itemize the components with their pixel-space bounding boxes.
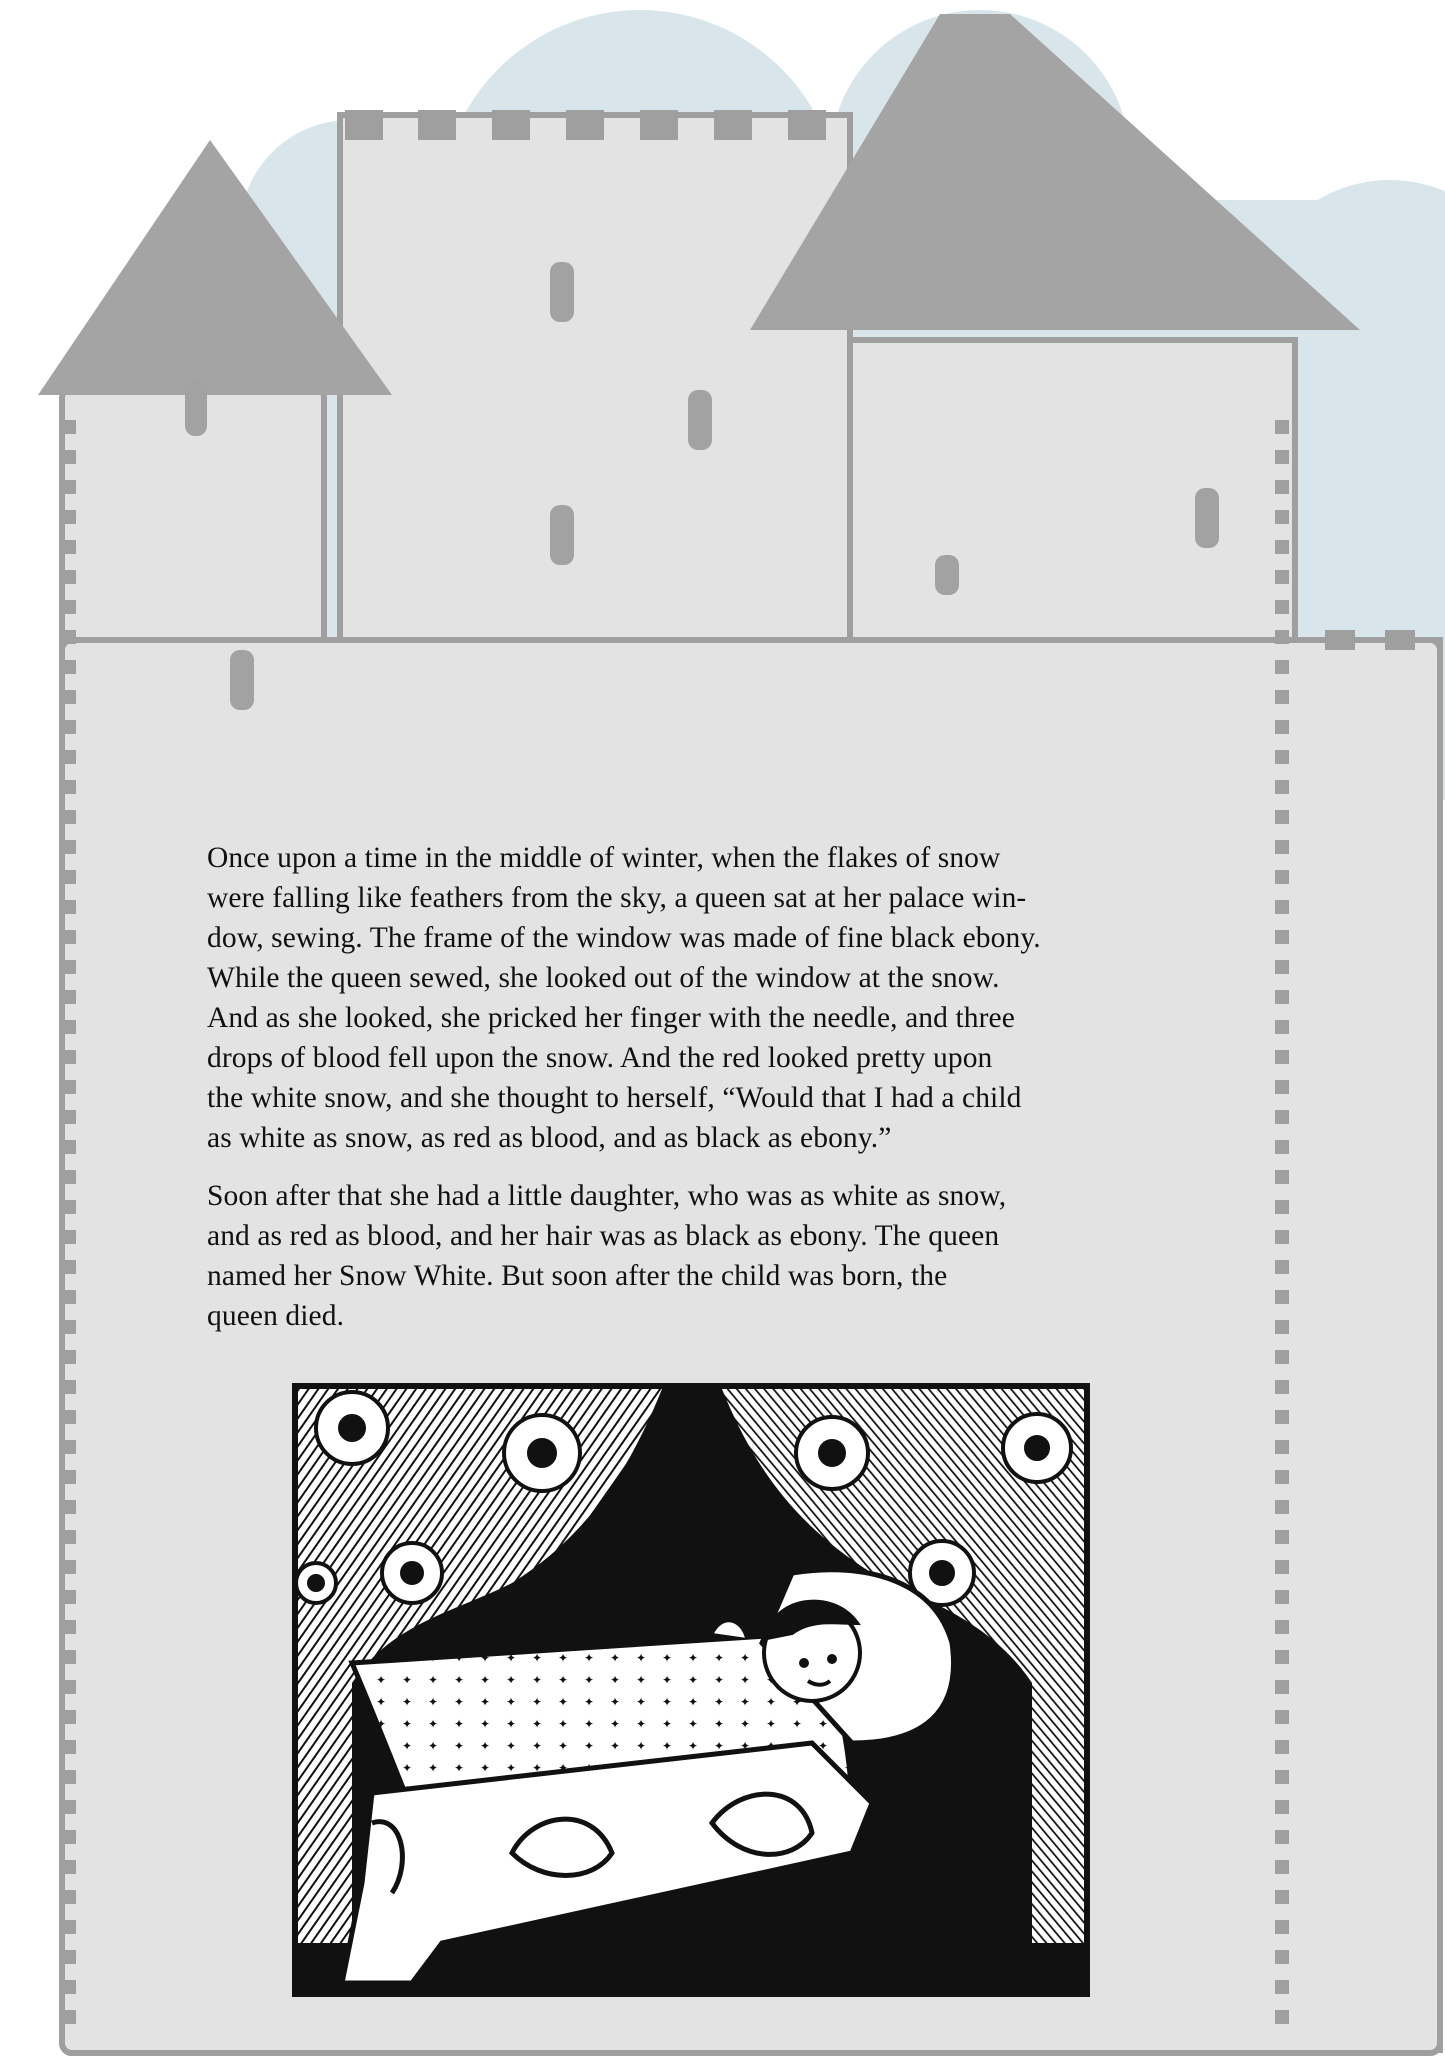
crenel-tick xyxy=(1275,1950,1289,1964)
crenel-tick xyxy=(62,1260,76,1274)
crenel-tick xyxy=(62,930,76,944)
crenel-tick xyxy=(1275,2010,1289,2024)
story-line: While the queen sewed, she looked out of the window at the snow. xyxy=(207,962,1000,994)
crenel-tick xyxy=(62,1950,76,1964)
crenel-tick xyxy=(62,540,76,554)
crenel-tick xyxy=(1275,1560,1289,1574)
crenel-tick xyxy=(62,990,76,1004)
crenel-tick xyxy=(1275,600,1289,614)
crenel-tick xyxy=(1275,1290,1289,1304)
story-line: Once upon a time in the middle of winter, when the flakes of snow xyxy=(207,842,1001,874)
story-line: the white snow, and she thought to herself, “Would that I had a child xyxy=(207,1082,1022,1114)
crenel-tick xyxy=(1275,1830,1289,1844)
crenel-tick xyxy=(62,1890,76,1904)
story-line: Soon after that she had a little daughter, who was as white as snow, xyxy=(207,1180,1007,1212)
story-line: queen died. xyxy=(207,1300,345,1332)
crenel-tick xyxy=(62,480,76,494)
crenel-tick xyxy=(1275,540,1289,554)
crenel-tick xyxy=(62,1680,76,1694)
crenel-tick xyxy=(62,1710,76,1724)
crenel-tick xyxy=(1275,1680,1289,1694)
crenel-tick xyxy=(1275,1800,1289,1814)
crenel-tick xyxy=(1275,630,1289,644)
crenel-tick xyxy=(1275,1920,1289,1934)
crenel-tick xyxy=(1275,1380,1289,1394)
crenel-tick xyxy=(1275,1620,1289,1634)
crenel-tick xyxy=(62,1440,76,1454)
story-text xyxy=(207,838,1207,1354)
crenel-tick xyxy=(1275,1470,1289,1484)
cradle-illustration xyxy=(292,1383,1090,1997)
crenel-tick xyxy=(1275,1140,1289,1154)
crenel-tick xyxy=(62,1740,76,1754)
crenel-tick xyxy=(1275,870,1289,884)
crenel-tick xyxy=(62,2010,76,2024)
crenel-tick xyxy=(1275,1860,1289,1874)
crenel-tick xyxy=(62,1920,76,1934)
story-line: dow, sewing. The frame of the window was made of fine black ebony. xyxy=(207,922,1041,954)
crenel-tick xyxy=(1275,1650,1289,1664)
crenel-tick xyxy=(1275,1500,1289,1514)
crenel-tick xyxy=(62,630,76,644)
story-paragraph-2 xyxy=(207,1176,1207,1336)
crenel-tick xyxy=(62,1620,76,1634)
crenel-tick xyxy=(1275,900,1289,914)
crenel-tick xyxy=(1275,1020,1289,1034)
crenel-tick xyxy=(62,1110,76,1124)
crenel-tick xyxy=(1275,930,1289,944)
crenel-tick xyxy=(1275,1710,1289,1724)
story-line: were falling like feathers from the sky, a queen sat at her palace win- xyxy=(207,882,1027,914)
crenel-tick xyxy=(62,1200,76,1214)
crenel-tick xyxy=(62,1560,76,1574)
crenel-tick xyxy=(1275,1350,1289,1364)
crenel-tick xyxy=(1275,450,1289,464)
crenel-tick xyxy=(1275,780,1289,794)
crenel-tick xyxy=(62,780,76,794)
story-line: and as red as blood, and her hair was as black as ebony. The queen xyxy=(207,1220,1000,1252)
crenel-tick xyxy=(62,450,76,464)
crenel-tick xyxy=(1275,1530,1289,1544)
crenel-tick xyxy=(1275,1410,1289,1424)
crenel-tick xyxy=(1275,750,1289,764)
crenel-tick xyxy=(1275,960,1289,974)
crenel-tick xyxy=(62,1320,76,1334)
crenel-tick xyxy=(1275,1440,1289,1454)
crenel-tick xyxy=(62,1800,76,1814)
crenel-tick xyxy=(1275,570,1289,584)
crenel-tick xyxy=(1275,810,1289,824)
crenel-tick xyxy=(62,840,76,854)
crenel-tick xyxy=(62,960,76,974)
crenel-tick xyxy=(62,1080,76,1094)
story-line: named her Snow White. But soon after the child was born, the xyxy=(207,1260,948,1292)
crenel-tick xyxy=(62,1020,76,1034)
crenel-tick xyxy=(1275,690,1289,704)
crenel-tick xyxy=(1275,720,1289,734)
crenel-tick xyxy=(62,600,76,614)
crenel-tick xyxy=(62,1470,76,1484)
crenel-tick xyxy=(62,1830,76,1844)
crenel-tick xyxy=(1275,660,1289,674)
crenel-tick xyxy=(1275,1080,1289,1094)
crenel-tick xyxy=(1275,1230,1289,1244)
crenel-tick xyxy=(62,1530,76,1544)
crenel-tick xyxy=(1275,1890,1289,1904)
crenel-tick xyxy=(1275,1170,1289,1184)
crenel-tick xyxy=(62,870,76,884)
crenel-tick xyxy=(62,1770,76,1784)
crenel-tick xyxy=(1275,420,1289,434)
crenel-tick xyxy=(62,690,76,704)
crenel-tick xyxy=(62,510,76,524)
crenel-tick xyxy=(1275,840,1289,854)
crenel-tick xyxy=(62,1140,76,1154)
crenel-tick xyxy=(62,1860,76,1874)
crenel-tick xyxy=(1275,1260,1289,1274)
crenel-tick xyxy=(1275,990,1289,1004)
crenel-tick xyxy=(62,1050,76,1064)
crenel-tick xyxy=(62,1980,76,1994)
crenel-tick xyxy=(1275,1110,1289,1124)
story-line: And as she looked, she pricked her finger with the needle, and three xyxy=(207,1002,1015,1034)
crenel-tick xyxy=(1275,1980,1289,1994)
crenel-tick xyxy=(62,1290,76,1304)
crenel-tick xyxy=(62,1500,76,1514)
crenel-tick xyxy=(1275,1590,1289,1604)
crenel-tick xyxy=(1275,1200,1289,1214)
crenel-tick xyxy=(62,1590,76,1604)
crenel-tick xyxy=(62,420,76,434)
crenel-tick xyxy=(1275,1320,1289,1334)
crenel-tick xyxy=(62,750,76,764)
crenel-tick xyxy=(62,1650,76,1664)
crenel-tick xyxy=(62,660,76,674)
story-line: drops of blood fell upon the snow. And the red looked pretty upon xyxy=(207,1042,993,1074)
story-paragraph-1 xyxy=(207,838,1207,1158)
crenel-tick xyxy=(1275,510,1289,524)
crenel-tick xyxy=(62,1410,76,1424)
crenel-tick xyxy=(1275,480,1289,494)
crenel-tick xyxy=(62,1170,76,1184)
crenel-tick xyxy=(62,810,76,824)
crenel-tick xyxy=(1275,1770,1289,1784)
crenel-tick xyxy=(62,720,76,734)
crenel-tick xyxy=(1275,1740,1289,1754)
crenel-tick xyxy=(62,1350,76,1364)
crenel-tick xyxy=(62,570,76,584)
crenel-tick xyxy=(62,900,76,914)
crenel-tick xyxy=(1275,1050,1289,1064)
story-line: as white as snow, as red as blood, and as black as ebony.” xyxy=(207,1122,892,1154)
crenel-tick xyxy=(62,1230,76,1244)
crenel-tick xyxy=(62,1380,76,1394)
